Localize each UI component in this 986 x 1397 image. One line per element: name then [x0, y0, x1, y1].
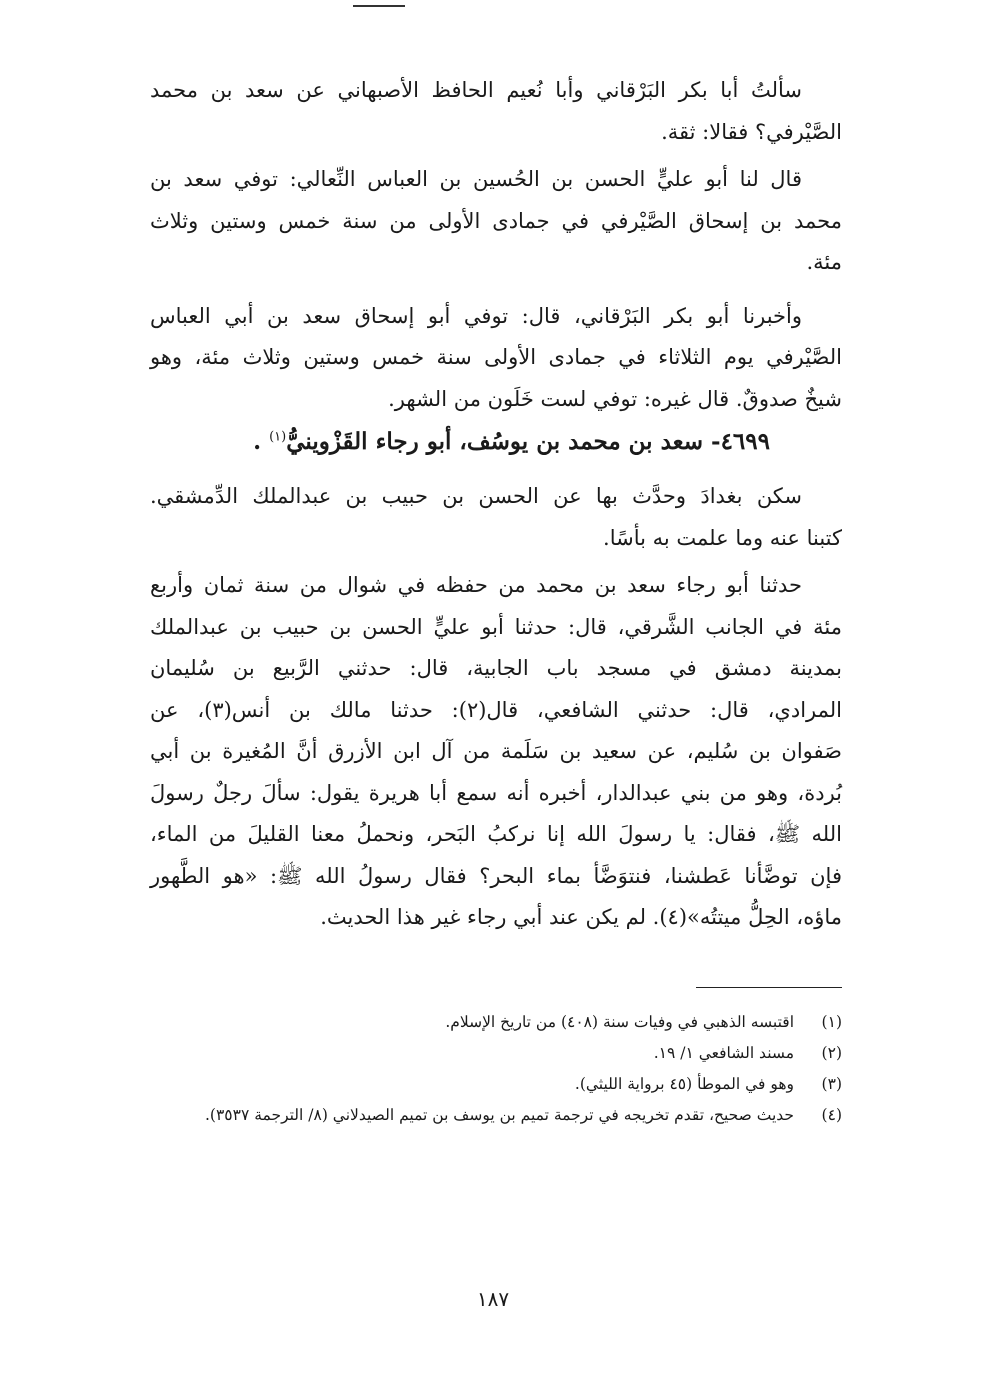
text-line: الصَّيْرفي؟ فقالا: ثقة. — [661, 119, 842, 144]
footnote-3 — [150, 1069, 842, 1100]
text-line: محمد بن إسحاق الصَّيْرفي في جمادى الأولى من سنة خمس وستين وثلاث — [150, 208, 842, 233]
footnote-4 — [150, 1100, 842, 1131]
text-line: وأخبرنا أبو بكر البَرْقاني، قال: توفي أبو إسحاق سعد بن أبي العباس — [150, 303, 802, 328]
text-line: بمدينة دمشق في مسجد باب الجابية، قال: حدثني الرَّبيع بن سُليمان — [150, 656, 842, 680]
text-line: حدثنا أبو رجاء سعد بن محمد من حفظه في شوال من سنة ثمان وأربع — [150, 573, 802, 597]
footnote-1 — [150, 1007, 842, 1038]
text-line: مئة. — [806, 250, 842, 274]
footnote-text: اقتبسه الذهبي في وفيات سنة (٤٠٨) من تاريخ الإسلام. — [445, 1013, 794, 1031]
text-line: المرادي، قال: حدثني الشافعي، قال(٢): حدثنا مالك بن أنس(٣)، عن — [150, 697, 842, 722]
paragraph-4 — [150, 476, 842, 559]
footnote-text: حديث صحيح، تقدم تخريجه في ترجمة تميم بن يوسف بن تميم الصيدلاني (٨/ الترجمة ٣٥٣٧). — [205, 1106, 794, 1124]
text-line: الصَّيْرفي يوم الثلاثاء في جمادى الأولى سنة خمس وستين وثلاث مئة، وهو — [150, 345, 842, 369]
text-line: فإن توضَّأنا عَطشنا، فنتوَضَّأ بماء البحر؟ فقال رسولُ الله ﷺ: «هو الطَّهور — [150, 863, 842, 888]
paragraph-1 — [150, 70, 842, 153]
footnote-number: (٣) — [821, 1075, 842, 1093]
text-line: بُردة، وهو من بني عبدالدار، أخبره أنه سمع أبا هريرة يقول: سألَ رجلٌ رسولَ — [150, 780, 842, 805]
page-number: ١٨٧ — [476, 1287, 510, 1311]
footnotes — [150, 1007, 842, 1131]
footnote-text: وهو في الموطأ (٤٥ برواية الليثي). — [574, 1075, 794, 1093]
footnote-text: مسند الشافعي ١/ ١٩. — [653, 1044, 794, 1062]
footnote-number: (٢) — [821, 1044, 842, 1062]
entry-heading: ٤٦٩٩- سعد بن محمد بن يوسُف، أبو رجاء القَزْوينيُّ$^{(١)}$ . — [253, 428, 770, 455]
footnote-number: (٤) — [821, 1106, 842, 1124]
footnote-ref: (١) — [269, 429, 287, 445]
paragraph-2 — [150, 159, 842, 284]
top-rule — [353, 5, 405, 7]
paragraph-3 — [150, 296, 842, 421]
text-line: صَفوان بن سُليم، عن سعيد بن سَلَمة من آل ابن الأزرق أنَّ المُغيرة بن أبي — [150, 739, 842, 763]
text-line: سألتُ أبا بكر البَرْقاني وأبا نُعيم الحافظ الأصبهاني عن سعد بن محمد — [150, 78, 802, 102]
entry-heading-text: ٤٦٩٩- سعد بن محمد بن يوسُف، أبو رجاء القَزْوينيُّ — [286, 428, 770, 455]
text-line: شيخٌ صدوقٌ. قال غيره: توفي لست خَلَون من الشهر. — [388, 386, 842, 411]
footnote-number: (١) — [821, 1013, 842, 1031]
hadith-paragraph — [150, 565, 842, 939]
text-line: ماؤه، الحِلُّ ميتتُه»(٤). لم يكن عند أبي رجاء غير هذا الحديث. — [320, 905, 842, 929]
text-line: الله ﷺ، فقال: يا رسولَ الله إنا نركبُ البَحر، ونحملُ معنا القليلَ من الماء، — [150, 822, 842, 846]
page-body — [150, 70, 842, 939]
text-line: قال لنا أبو عليٍّ الحسن بن الحُسين بن العباس النِّعالي: توفي سعد بن — [150, 167, 802, 191]
footnote-2 — [150, 1038, 842, 1069]
text-line: كتبنا عنه وما علمت به بأسًا. — [603, 525, 842, 550]
footnote-rule — [696, 987, 842, 988]
text-line: سكن بغدادَ وحدَّث بها عن الحسن بن حبيب بن عبدالملك الدِّمشقي. — [150, 484, 802, 508]
text-line: مئة في الجانب الشَّرقي، قال: حدثنا أبو عليٍّ الحسن بن حبيب بن عبدالملك — [150, 614, 842, 639]
